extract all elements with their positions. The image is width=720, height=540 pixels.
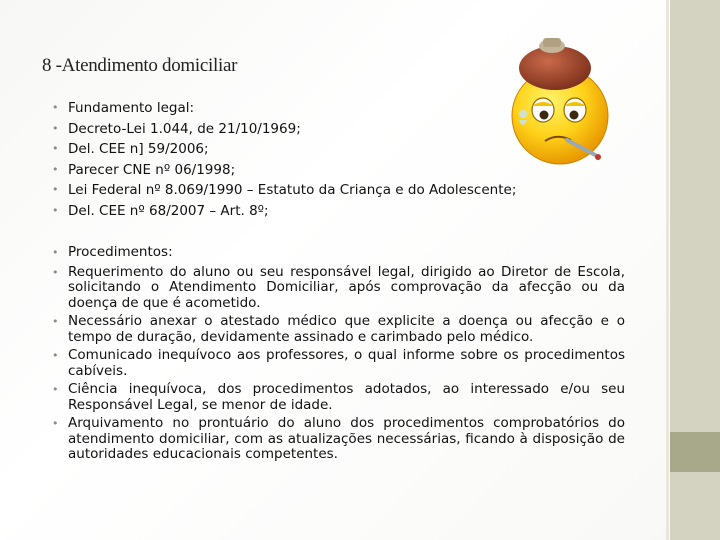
bullet-icon: • [52,246,59,259]
bullet-icon: • [52,121,59,135]
bullet-icon: • [52,162,59,176]
bullet-icon: • [52,349,59,362]
procedures-list [52,245,625,466]
list-item: • Del. CEE n] 59/2006; [52,139,612,160]
bullet-icon: • [52,383,59,396]
bullet-icon: • [52,265,59,279]
right-band-divider [666,0,669,540]
list-item: • Parecer CNE nº 06/1998; [52,160,612,181]
legal-basis-list [52,98,612,221]
list-item: • Comunicado inequívoco aos professores, o qual informe sobre os procedimentos cabíveis. [52,347,625,379]
slide-title: 8 -Atendimento domiciliar [42,55,238,76]
bullet-icon: • [52,417,59,430]
bullet-icon: • [52,183,59,196]
list-item: • Lei Federal nº 8.069/1990 – Estatuto da Criança e do Adolescente; [52,180,612,201]
bullet-icon: • [52,203,59,217]
list-item: • Arquivamento no prontuário do aluno dos procedimentos comprobatórios do atendimento domiciliar, com as atualizações necessárias, ficando à disposição de autoridades educacionais competentes. [52,415,625,462]
list-item: • Fundamento legal: [52,98,612,119]
list-item: • Procedimentos: [52,244,173,260]
list-item: • Ciência inequívoca, dos procedimentos adotados, ao interessado e/ou seu Responsável Legal, se menor de idade. [52,381,625,413]
accent-block [670,432,720,472]
bullet-icon: • [52,142,59,155]
bullet-icon: • [52,101,59,114]
list-item: • Necessário anexar o atestado médico que explicite a doença ou afecção e o tempo de duração, devidamente assinado e carimbado pelo médico. [52,313,625,345]
list-item: • Requerimento do aluno ou seu responsável legal, dirigido ao Diretor de Escola, solicitando o Atendimento Domiciliar, após comprovação da afecção ou da doença de que é acometido. [52,263,625,311]
bullet-icon: • [52,315,59,328]
list-item: • Decreto-Lei 1.044, de 21/10/1969; [52,119,612,140]
list-item: • Del. CEE nº 68/2007 – Art. 8º; [52,201,612,222]
